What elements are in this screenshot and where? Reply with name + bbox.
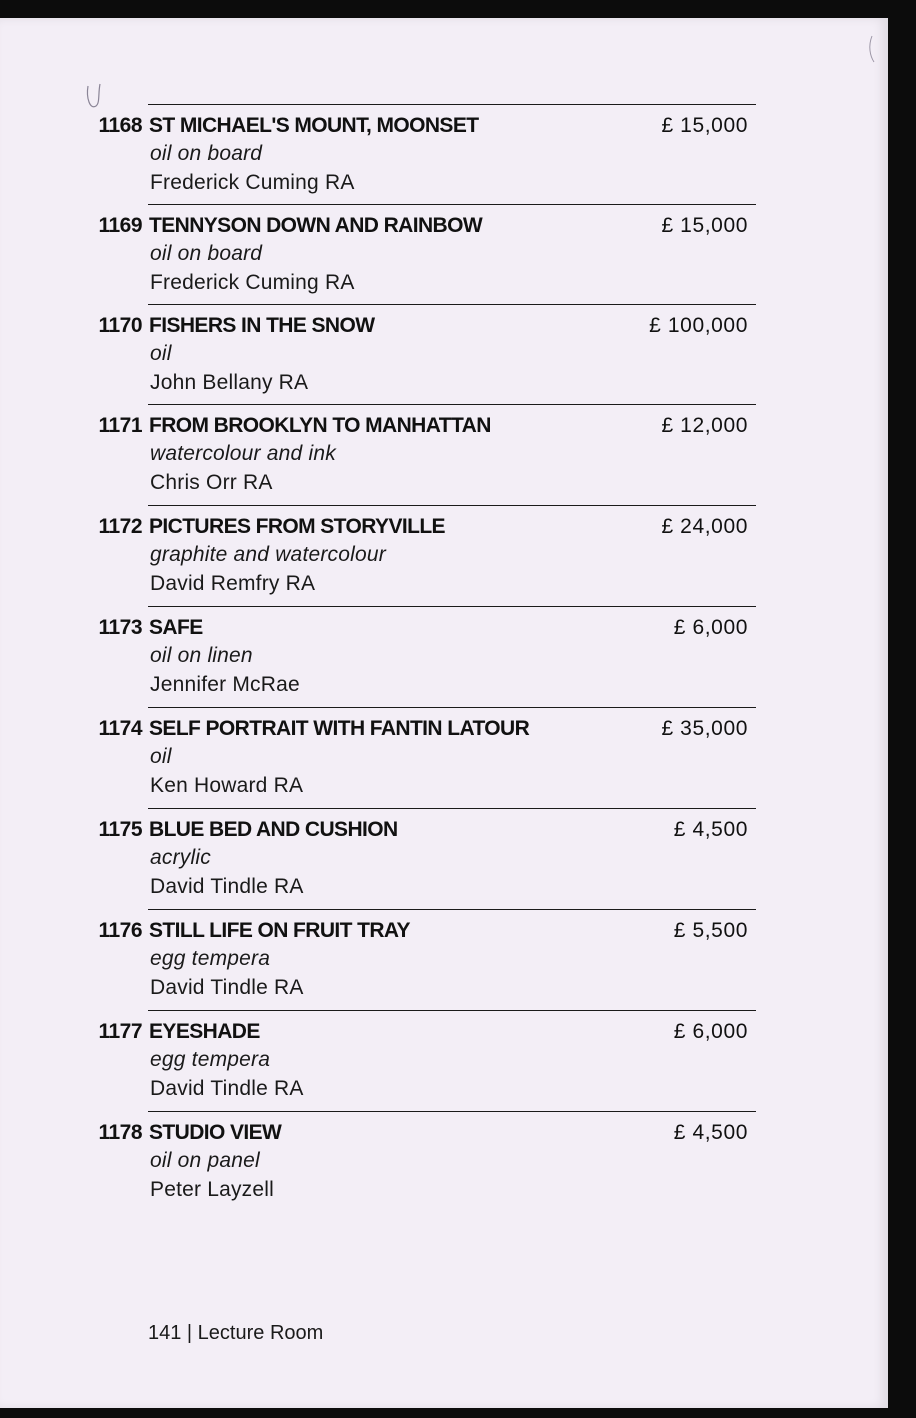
entry-divider — [148, 909, 756, 910]
catalogue-entry — [0, 204, 888, 305]
artwork-price: £ 4,500 — [673, 1121, 748, 1144]
artwork-title: BLUE BED AND CUSHION — [149, 818, 398, 841]
lot-number: 1174 — [98, 717, 142, 740]
artwork-title: FISHERS IN THE SNOW — [149, 314, 375, 337]
artwork-title: STILL LIFE ON FRUIT TRAY — [149, 919, 410, 942]
catalogue-entry — [0, 104, 888, 205]
lot-number: 1176 — [98, 919, 142, 942]
entry-divider — [148, 1010, 756, 1011]
artwork-medium: acrylic — [150, 846, 211, 869]
artist-name: Chris Orr RA — [150, 471, 273, 494]
catalogue-entry — [0, 404, 888, 505]
catalogue-entry — [0, 808, 888, 909]
entry-divider — [148, 606, 756, 607]
artwork-medium: oil — [150, 745, 172, 768]
artwork-medium: graphite and watercolour — [150, 543, 386, 566]
lot-number: 1172 — [98, 515, 142, 538]
entry-divider — [148, 505, 756, 506]
artist-name: David Tindle RA — [150, 1077, 304, 1100]
lot-number: 1171 — [98, 414, 142, 437]
artwork-medium: oil — [150, 342, 172, 365]
artwork-title: PICTURES FROM STORYVILLE — [149, 515, 445, 538]
artist-name: David Tindle RA — [150, 875, 304, 898]
artwork-price: £ 6,000 — [673, 1020, 748, 1043]
artwork-medium: watercolour and ink — [150, 442, 336, 465]
artwork-title: STUDIO VIEW — [149, 1121, 282, 1144]
artist-name: Peter Layzell — [150, 1178, 274, 1201]
artwork-medium: oil on panel — [150, 1149, 260, 1172]
lot-number: 1178 — [98, 1121, 142, 1144]
artwork-medium: oil on board — [150, 142, 263, 165]
artist-name: Frederick Cuming RA — [150, 171, 355, 194]
artwork-price: £ 4,500 — [673, 818, 748, 841]
catalogue-entry — [0, 1010, 888, 1111]
entry-divider — [148, 808, 756, 809]
artwork-price: £ 100,000 — [649, 314, 748, 337]
lot-number: 1170 — [98, 314, 142, 337]
entry-divider — [148, 204, 756, 205]
catalogue-entry — [0, 606, 888, 707]
lot-number: 1168 — [98, 114, 142, 137]
artwork-medium: oil on linen — [150, 644, 253, 667]
entry-divider — [148, 1111, 756, 1112]
artwork-title: SAFE — [149, 616, 203, 639]
corner-pencil-mark-icon — [864, 32, 878, 68]
artwork-title: ST MICHAEL'S MOUNT, MOONSET — [149, 114, 479, 137]
entry-divider — [148, 304, 756, 305]
artist-name: Jennifer McRae — [150, 673, 300, 696]
catalogue-page — [0, 18, 888, 1408]
artwork-price: £ 15,000 — [661, 214, 748, 237]
artwork-price: £ 12,000 — [661, 414, 748, 437]
artist-name: John Bellany RA — [150, 371, 309, 394]
catalogue-entry — [0, 1111, 888, 1212]
lot-number: 1175 — [98, 818, 142, 841]
page-footer: 141 | Lecture Room — [148, 1322, 324, 1344]
artwork-price: £ 6,000 — [673, 616, 748, 639]
artwork-title: EYESHADE — [149, 1020, 260, 1043]
artwork-price: £ 35,000 — [661, 717, 748, 740]
artwork-title: TENNYSON DOWN AND RAINBOW — [149, 214, 483, 237]
artist-name: Frederick Cuming RA — [150, 271, 355, 294]
lot-number: 1169 — [98, 214, 142, 237]
artwork-medium: oil on board — [150, 242, 263, 265]
lot-number: 1177 — [98, 1020, 142, 1043]
artwork-title: FROM BROOKLYN TO MANHATTAN — [149, 414, 491, 437]
artwork-price: £ 5,500 — [673, 919, 748, 942]
catalogue-entry — [0, 304, 888, 405]
entry-divider — [148, 404, 756, 405]
entry-divider — [148, 707, 756, 708]
artwork-medium: egg tempera — [150, 947, 271, 970]
artwork-price: £ 24,000 — [661, 515, 748, 538]
artwork-title: SELF PORTRAIT WITH FANTIN LATOUR — [149, 717, 530, 740]
lot-number: 1173 — [98, 616, 142, 639]
artist-name: Ken Howard RA — [150, 774, 304, 797]
artist-name: David Tindle RA — [150, 976, 304, 999]
catalogue-entry — [0, 505, 888, 606]
artwork-medium: egg tempera — [150, 1048, 271, 1071]
artist-name: David Remfry RA — [150, 572, 316, 595]
catalogue-entry — [0, 707, 888, 808]
artwork-price: £ 15,000 — [661, 114, 748, 137]
catalogue-entry — [0, 909, 888, 1010]
entry-divider — [148, 104, 756, 105]
